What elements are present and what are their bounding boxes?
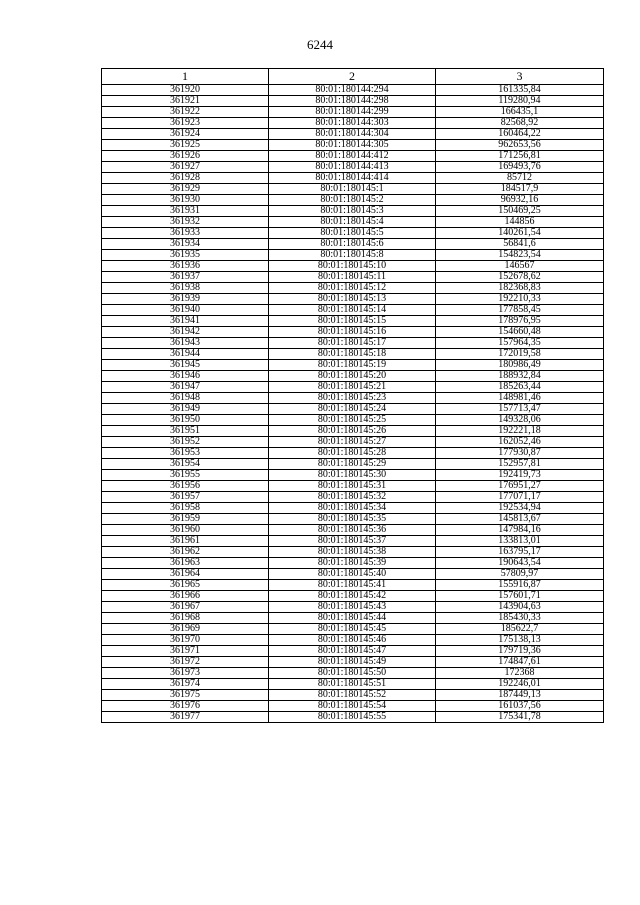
table-row [102, 481, 604, 492]
record-number-cell: 361961 [102, 536, 269, 547]
cadastral-number-cell: 80:01:180145:30 [269, 470, 436, 481]
record-number-cell: 361934 [102, 239, 269, 250]
record-number-cell: 361942 [102, 327, 269, 338]
cadastral-number-cell: 80:01:180145:21 [269, 382, 436, 393]
value-cell: 172019,58 [436, 349, 604, 360]
value-cell: 85712 [436, 173, 604, 184]
value-cell: 172368 [436, 668, 604, 679]
cadastral-number-cell: 80:01:180145:29 [269, 459, 436, 470]
cadastral-number-cell: 80:01:180145:45 [269, 624, 436, 635]
value-cell: 192534,94 [436, 503, 604, 514]
table-row [102, 514, 604, 525]
value-cell: 163795,17 [436, 547, 604, 558]
value-cell: 190643,54 [436, 558, 604, 569]
table-row [102, 261, 604, 272]
cadastral-number-cell: 80:01:180145:54 [269, 701, 436, 712]
cadastral-number-cell: 80:01:180145:12 [269, 283, 436, 294]
cadastral-number-cell: 80:01:180145:36 [269, 525, 436, 536]
record-number-cell: 361969 [102, 624, 269, 635]
record-number-cell: 361943 [102, 338, 269, 349]
record-number-cell: 361931 [102, 206, 269, 217]
cadastral-number-cell: 80:01:180145:49 [269, 657, 436, 668]
record-number-cell: 361921 [102, 96, 269, 107]
cadastral-number-cell: 80:01:180145:16 [269, 327, 436, 338]
record-number-cell: 361930 [102, 195, 269, 206]
cadastral-number-cell: 80:01:180145:35 [269, 514, 436, 525]
table-row [102, 525, 604, 536]
table-row [102, 272, 604, 283]
cadastral-number-cell: 80:01:180145:26 [269, 426, 436, 437]
table-row [102, 657, 604, 668]
table-row [102, 404, 604, 415]
cadastral-number-cell: 80:01:180145:18 [269, 349, 436, 360]
record-number-cell: 361955 [102, 470, 269, 481]
value-cell: 166435,1 [436, 107, 604, 118]
record-number-cell: 361950 [102, 415, 269, 426]
table-row [102, 679, 604, 690]
value-cell: 140261,54 [436, 228, 604, 239]
cadastral-number-cell: 80:01:180145:40 [269, 569, 436, 580]
cadastral-number-cell: 80:01:180145:11 [269, 272, 436, 283]
cadastral-number-cell: 80:01:180145:43 [269, 602, 436, 613]
table-row [102, 415, 604, 426]
record-number-cell: 361926 [102, 151, 269, 162]
value-cell: 175341,78 [436, 712, 604, 723]
cadastral-number-cell: 80:01:180145:6 [269, 239, 436, 250]
value-cell: 161335,84 [436, 85, 604, 96]
value-cell: 157964,35 [436, 338, 604, 349]
cadastral-number-cell: 80:01:180144:303 [269, 118, 436, 129]
table-row [102, 536, 604, 547]
table-row [102, 151, 604, 162]
table-row [102, 217, 604, 228]
record-number-cell: 361945 [102, 360, 269, 371]
record-number-cell: 361932 [102, 217, 269, 228]
table-row [102, 646, 604, 657]
cadastral-number-cell: 80:01:180145:5 [269, 228, 436, 239]
value-cell: 179719,36 [436, 646, 604, 657]
record-number-cell: 361936 [102, 261, 269, 272]
table-row [102, 239, 604, 250]
record-number-cell: 361952 [102, 437, 269, 448]
table-row [102, 85, 604, 96]
value-cell: 148981,46 [436, 393, 604, 404]
table-row [102, 327, 604, 338]
table-row [102, 338, 604, 349]
record-number-cell: 361948 [102, 393, 269, 404]
value-cell: 184517,9 [436, 184, 604, 195]
cadastral-number-cell: 80:01:180144:299 [269, 107, 436, 118]
record-number-cell: 361963 [102, 558, 269, 569]
record-number-cell: 361974 [102, 679, 269, 690]
record-number-cell: 361958 [102, 503, 269, 514]
table-row [102, 228, 604, 239]
value-cell: 119280,94 [436, 96, 604, 107]
value-cell: 143904,63 [436, 602, 604, 613]
table-row [102, 503, 604, 514]
value-cell: 182368,83 [436, 283, 604, 294]
cadastral-number-cell: 80:01:180145:32 [269, 492, 436, 503]
cadastral-number-cell: 80:01:180144:304 [269, 129, 436, 140]
table-row [102, 107, 604, 118]
value-cell: 175138,13 [436, 635, 604, 646]
value-cell: 57809,97 [436, 569, 604, 580]
value-cell: 177930,87 [436, 448, 604, 459]
value-cell: 187449,13 [436, 690, 604, 701]
value-cell: 177858,45 [436, 305, 604, 316]
table-row [102, 459, 604, 470]
value-cell: 133813,01 [436, 536, 604, 547]
record-number-cell: 361946 [102, 371, 269, 382]
record-number-cell: 361953 [102, 448, 269, 459]
cadastral-number-cell: 80:01:180145:25 [269, 415, 436, 426]
record-number-cell: 361956 [102, 481, 269, 492]
value-cell: 169493,76 [436, 162, 604, 173]
record-number-cell: 361968 [102, 613, 269, 624]
record-number-cell: 361947 [102, 382, 269, 393]
table-row [102, 558, 604, 569]
value-cell: 160464,22 [436, 129, 604, 140]
record-number-cell: 361965 [102, 580, 269, 591]
table-header [102, 69, 604, 85]
cadastral-number-cell: 80:01:180145:42 [269, 591, 436, 602]
record-number-cell: 361944 [102, 349, 269, 360]
record-number-cell: 361967 [102, 602, 269, 613]
record-number-cell: 361971 [102, 646, 269, 657]
cadastral-number-cell: 80:01:180145:2 [269, 195, 436, 206]
table-row [102, 613, 604, 624]
value-cell: 154660,48 [436, 327, 604, 338]
cadastral-number-cell: 80:01:180144:294 [269, 85, 436, 96]
table-row [102, 360, 604, 371]
cadastral-number-cell: 80:01:180145:51 [269, 679, 436, 690]
value-cell: 174847,61 [436, 657, 604, 668]
record-number-cell: 361922 [102, 107, 269, 118]
record-number-cell: 361954 [102, 459, 269, 470]
cadastral-number-cell: 80:01:180145:19 [269, 360, 436, 371]
value-cell: 144856 [436, 217, 604, 228]
value-cell: 157713,47 [436, 404, 604, 415]
record-number-cell: 361975 [102, 690, 269, 701]
table-row [102, 393, 604, 404]
record-number-cell: 361976 [102, 701, 269, 712]
table-row [102, 184, 604, 195]
cadastral-number-cell: 80:01:180144:414 [269, 173, 436, 184]
table-row [102, 96, 604, 107]
cadastral-number-cell: 80:01:180145:13 [269, 294, 436, 305]
table-row [102, 129, 604, 140]
record-number-cell: 361927 [102, 162, 269, 173]
value-cell: 154823,54 [436, 250, 604, 261]
value-cell: 176951,27 [436, 481, 604, 492]
header-row [102, 69, 604, 85]
value-cell: 185622,7 [436, 624, 604, 635]
cadastral-number-cell: 80:01:180145:55 [269, 712, 436, 723]
cadastral-number-cell: 80:01:180145:41 [269, 580, 436, 591]
cadastral-number-cell: 80:01:180145:15 [269, 316, 436, 327]
table-row [102, 162, 604, 173]
cadastral-number-cell: 80:01:180144:305 [269, 140, 436, 151]
record-number-cell: 361959 [102, 514, 269, 525]
value-cell: 56841,6 [436, 239, 604, 250]
value-cell: 161037,56 [436, 701, 604, 712]
cadastral-number-cell: 80:01:180145:47 [269, 646, 436, 657]
value-cell: 192419,73 [436, 470, 604, 481]
value-cell: 82568,92 [436, 118, 604, 129]
value-cell: 192210,33 [436, 294, 604, 305]
table-row [102, 470, 604, 481]
cadastral-number-cell: 80:01:180144:413 [269, 162, 436, 173]
record-number-cell: 361929 [102, 184, 269, 195]
table-row [102, 371, 604, 382]
record-number-cell: 361972 [102, 657, 269, 668]
value-cell: 185263,44 [436, 382, 604, 393]
table-row [102, 437, 604, 448]
cadastral-number-cell: 80:01:180145:50 [269, 668, 436, 679]
table-row [102, 635, 604, 646]
cadastral-number-cell: 80:01:180145:39 [269, 558, 436, 569]
table-row [102, 305, 604, 316]
table-row [102, 701, 604, 712]
table-row [102, 250, 604, 261]
cadastral-number-cell: 80:01:180145:10 [269, 261, 436, 272]
table-row [102, 448, 604, 459]
record-number-cell: 361941 [102, 316, 269, 327]
cadastral-number-cell: 80:01:180145:23 [269, 393, 436, 404]
table-row [102, 602, 604, 613]
cadastral-number-cell: 80:01:180145:52 [269, 690, 436, 701]
table-row [102, 492, 604, 503]
cadastral-number-cell: 80:01:180145:34 [269, 503, 436, 514]
cadastral-number-cell: 80:01:180144:298 [269, 96, 436, 107]
table-row [102, 118, 604, 129]
record-number-cell: 361937 [102, 272, 269, 283]
table-row [102, 173, 604, 184]
value-cell: 146567 [436, 261, 604, 272]
value-cell: 192246,01 [436, 679, 604, 690]
record-number-cell: 361966 [102, 591, 269, 602]
registry-table [101, 68, 604, 723]
value-cell: 152957,81 [436, 459, 604, 470]
value-cell: 152678,62 [436, 272, 604, 283]
cadastral-number-cell: 80:01:180145:4 [269, 217, 436, 228]
table-row [102, 426, 604, 437]
record-number-cell: 361920 [102, 85, 269, 96]
table-row [102, 316, 604, 327]
record-number-cell: 361973 [102, 668, 269, 679]
record-number-cell: 361960 [102, 525, 269, 536]
cadastral-number-cell: 80:01:180145:1 [269, 184, 436, 195]
value-cell: 188932,84 [436, 371, 604, 382]
cadastral-number-cell: 80:01:180145:31 [269, 481, 436, 492]
table-row [102, 206, 604, 217]
record-number-cell: 361923 [102, 118, 269, 129]
table-row [102, 140, 604, 151]
value-cell: 171256,81 [436, 151, 604, 162]
record-number-cell: 361957 [102, 492, 269, 503]
value-cell: 185430,33 [436, 613, 604, 624]
value-cell: 150469,25 [436, 206, 604, 217]
value-cell: 192221,18 [436, 426, 604, 437]
table-row [102, 624, 604, 635]
cadastral-number-cell: 80:01:180145:17 [269, 338, 436, 349]
value-cell: 162052,46 [436, 437, 604, 448]
value-cell: 962653,56 [436, 140, 604, 151]
table-row [102, 712, 604, 723]
cadastral-number-cell: 80:01:180145:14 [269, 305, 436, 316]
record-number-cell: 361949 [102, 404, 269, 415]
table-row [102, 349, 604, 360]
cadastral-number-cell: 80:01:180145:28 [269, 448, 436, 459]
column-header-3: 3 [436, 69, 604, 85]
record-number-cell: 361924 [102, 129, 269, 140]
value-cell: 147984,16 [436, 525, 604, 536]
record-number-cell: 361940 [102, 305, 269, 316]
record-number-cell: 361933 [102, 228, 269, 239]
cadastral-number-cell: 80:01:180145:3 [269, 206, 436, 217]
table-body [102, 85, 604, 723]
cadastral-number-cell: 80:01:180145:20 [269, 371, 436, 382]
table-row [102, 690, 604, 701]
table-row [102, 547, 604, 558]
record-number-cell: 361925 [102, 140, 269, 151]
table-row [102, 569, 604, 580]
record-number-cell: 361928 [102, 173, 269, 184]
value-cell: 157601,71 [436, 591, 604, 602]
cadastral-number-cell: 80:01:180145:8 [269, 250, 436, 261]
record-number-cell: 361938 [102, 283, 269, 294]
table-row [102, 668, 604, 679]
value-cell: 180986,49 [436, 360, 604, 371]
value-cell: 96932,16 [436, 195, 604, 206]
record-number-cell: 361951 [102, 426, 269, 437]
value-cell: 155916,87 [436, 580, 604, 591]
record-number-cell: 361964 [102, 569, 269, 580]
table-row [102, 382, 604, 393]
page-number: 6244 [307, 37, 333, 52]
value-cell: 178976,95 [436, 316, 604, 327]
value-cell: 145813,67 [436, 514, 604, 525]
table-row [102, 294, 604, 305]
record-number-cell: 361962 [102, 547, 269, 558]
value-cell: 149328,06 [436, 415, 604, 426]
record-number-cell: 361977 [102, 712, 269, 723]
column-header-2: 2 [269, 69, 436, 85]
record-number-cell: 361970 [102, 635, 269, 646]
cadastral-number-cell: 80:01:180145:44 [269, 613, 436, 624]
table-row [102, 591, 604, 602]
value-cell: 177071,17 [436, 492, 604, 503]
cadastral-number-cell: 80:01:180145:24 [269, 404, 436, 415]
cadastral-number-cell: 80:01:180144:412 [269, 151, 436, 162]
table-row [102, 283, 604, 294]
cadastral-number-cell: 80:01:180145:37 [269, 536, 436, 547]
column-header-1: 1 [102, 69, 269, 85]
cadastral-number-cell: 80:01:180145:46 [269, 635, 436, 646]
record-number-cell: 361935 [102, 250, 269, 261]
record-number-cell: 361939 [102, 294, 269, 305]
table-row [102, 580, 604, 591]
cadastral-number-cell: 80:01:180145:38 [269, 547, 436, 558]
cadastral-number-cell: 80:01:180145:27 [269, 437, 436, 448]
table-row [102, 195, 604, 206]
